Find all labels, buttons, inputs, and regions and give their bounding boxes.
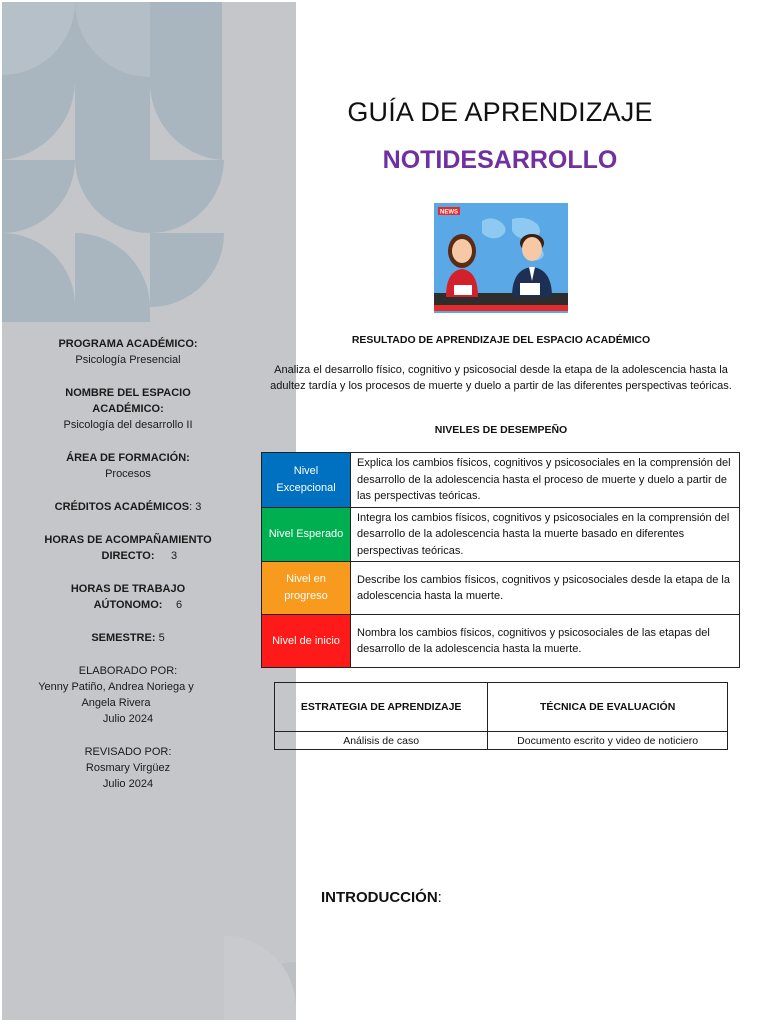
tecnica-header: TÉCNICA DE EVALUACIÓN (488, 683, 728, 732)
level-cell: Nivel de inicio (262, 615, 351, 668)
revisado-date: Julio 2024 (102, 778, 154, 790)
horas-trabajo-label: HORAS DE TRABAJO AÚTONOMO: (70, 583, 186, 611)
programa-label: PROGRAMA ACADÉMICO: (58, 338, 198, 350)
table-row (262, 562, 740, 615)
horas-acompanamiento-value: 3 (170, 550, 178, 562)
tecnica-value: Documento escrito y video de noticiero (488, 732, 728, 750)
news-tag-label: NEWS (440, 209, 458, 216)
sidebar-info (2, 336, 254, 809)
horas-trabajo-value: 6 (175, 599, 183, 611)
introduccion-heading (321, 889, 442, 906)
level-description: Integra los cambios físicos, cognitivos y psicosociales en la comprensión del desarrollo de la adolescencia hasta la muerte basado en diferentes perspectivas teóricas. (351, 507, 740, 562)
espacio-label: NOMBRE DEL ESPACIO ACADÉMICO: (65, 387, 191, 415)
revisado-name: Rosmary Virgüez (85, 762, 171, 774)
level-cell: Nivel Excepcional (262, 453, 351, 508)
level-description: Nombra los cambios físicos, cognitivos y psicosociales de las etapas del desarrollo de la adolescencia hasta la muerte. (351, 615, 740, 668)
resultado-title: RESULTADO DE APRENDIZAJE DEL ESPACIO ACADÉMICO (351, 334, 651, 346)
table-row (262, 453, 740, 508)
table-header-row (275, 683, 728, 732)
niveles-title: NIVELES DE DESEMPEÑO (434, 424, 568, 436)
programa-value: Psicología Presencial (75, 354, 181, 366)
sidebar (2, 2, 296, 1020)
estrategia-value: Análisis de caso (275, 732, 488, 750)
level-cell: Nivel Esperado (262, 507, 351, 562)
estrategia-header: ESTRATEGIA DE APRENDIZAJE (275, 683, 488, 732)
revisado-label: REVISADO POR: (84, 746, 172, 758)
niveles-table (261, 452, 740, 668)
page-title: GUÍA DE APRENDIZAJE (347, 97, 653, 127)
table-row (275, 732, 728, 750)
elaborado-names: Yenny Patiño, Andrea Noriega y Angela Rivera (38, 681, 194, 709)
semestre-value: 5 (158, 632, 165, 644)
news-anchors-illustration-icon (432, 201, 570, 315)
estrategia-table (274, 682, 728, 750)
level-description: Describe los cambios físicos, cognitivos y psicosociales desde la etapa de la adolescencia hasta la muerte. (351, 562, 740, 615)
level-cell: Nivel en progreso (262, 562, 351, 615)
elaborado-label: ELABORADO POR: (78, 665, 178, 677)
creditos-value: : 3 (189, 501, 202, 513)
espacio-value: Psicología del desarrollo II (63, 419, 193, 431)
page-subtitle: NOTIDESARROLLO (382, 146, 618, 174)
semestre-label: SEMESTRE: (91, 632, 156, 644)
level-description: Explica los cambios físicos, cognitivos y psicosociales en la comprensión del desarrollo de la adolescencia hasta el proceso de muerte y duelo a partir de las perspectivas teóricas. (351, 453, 740, 508)
elaborado-date: Julio 2024 (102, 713, 154, 725)
table-row (262, 507, 740, 562)
resultado-text: Analiza el desarrollo físico, cognitivo y psicosocial desde la etapa de la adolescencia hasta la adultez tardía y los procesos de muerte y duelo a partir de las diferentes perspectivas teóricas. (270, 364, 732, 392)
area-value: Procesos (105, 468, 151, 480)
table-row (262, 615, 740, 668)
creditos-label: CRÉDITOS ACADÉMICOS (54, 501, 190, 513)
area-label: ÁREA DE FORMACIÓN: (66, 452, 190, 464)
introduccion-colon: : (437, 889, 442, 906)
introduccion-title: INTRODUCCIÓN (321, 889, 438, 906)
horas-acompanamiento-label: HORAS DE ACOMPAÑAMIENTO DIRECTO: (44, 534, 212, 562)
